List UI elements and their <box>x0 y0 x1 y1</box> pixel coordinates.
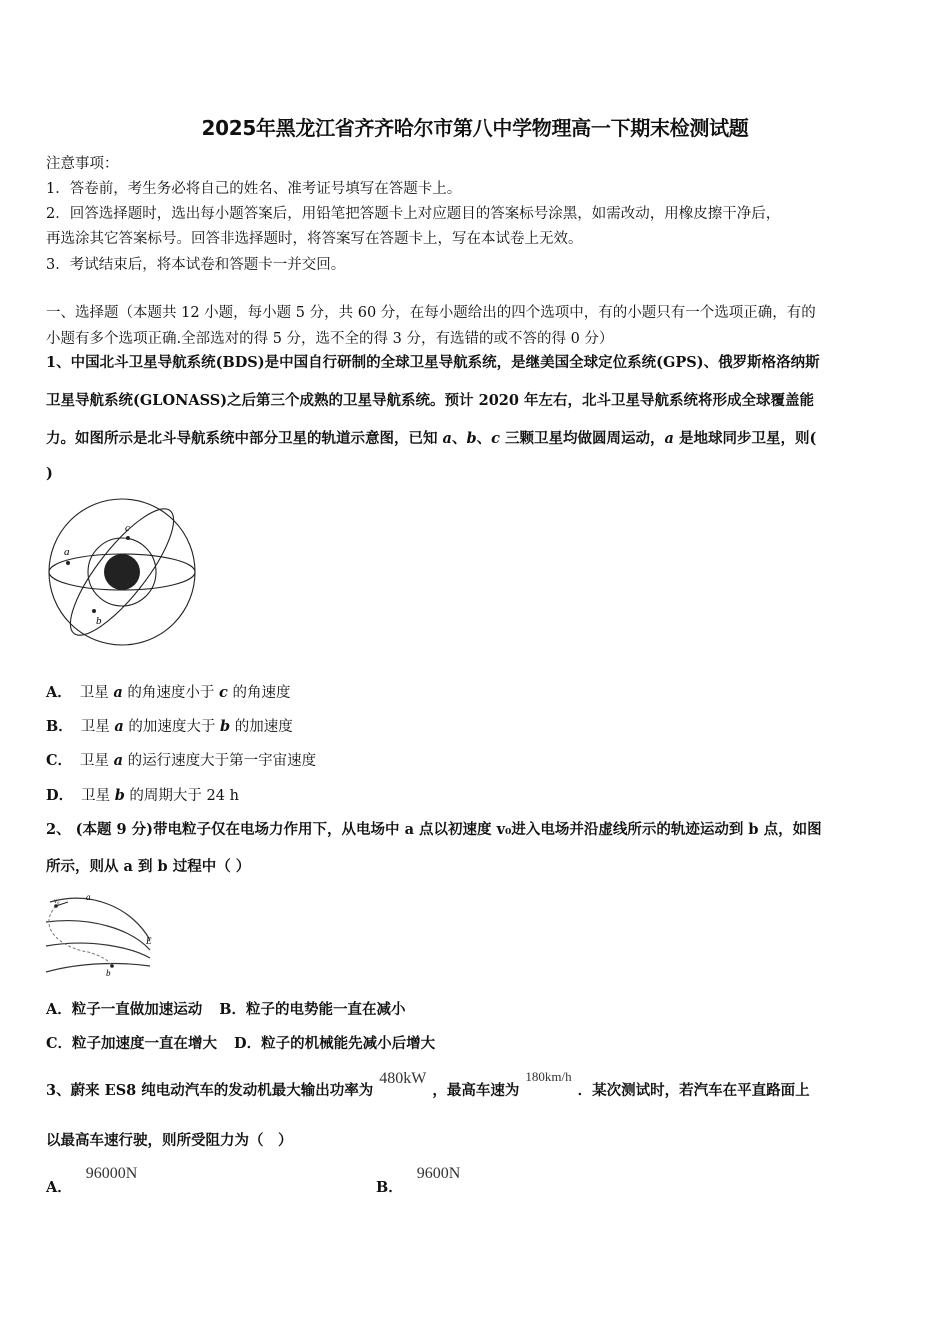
var-a: a <box>442 430 452 447</box>
section-line-1: 一、选择题（本题共 12 小题，每小题 5 分，共 60 分，在每小题给出的四个选项中，有的小题只有一个选项正确，有的 <box>46 305 816 321</box>
q2-option-a[interactable]: A．粒子一直做加速运动 <box>46 1001 203 1018</box>
notice-heading: 注意事项： <box>46 156 119 172</box>
label-E: E <box>146 936 152 946</box>
notice-item-2a: 2．回答选择题时，选出每小题答案后，用铅笔把答题卡上对应题目的答案标号涂黑，如需改动，用橡皮擦干净后， <box>46 206 781 222</box>
field-line-4 <box>46 964 150 972</box>
label-a: a <box>64 546 70 558</box>
electric-field-figure <box>42 888 160 978</box>
q1-line-1: 1、中国北斗卫星导航系统(BDS)是中国自行研制的全球卫星导航系统，是继美国全球定位系统(GPS)、俄罗斯格洛纳斯 <box>46 354 820 371</box>
q2-option-c[interactable]: C．粒子加速度一直在增大 <box>46 1035 218 1052</box>
label-v0: v₀ <box>54 897 60 905</box>
q3-line-1: 3、蔚来 ES8 纯电动汽车的发动机最大输出功率为480kW，最高车速为180km/h．某次测试时，若汽车在平直路面上 <box>46 1069 810 1099</box>
notice-item-2b: 再选涂其它答案标号。回答非选择题时，将答案写在答题卡上，写在本试卷上无效。 <box>46 231 583 247</box>
section-line-2: 小题有多个选项正确.全部选对的得 5 分，选不全的得 3 分，有选错的或不答的得 0 分） <box>46 331 614 347</box>
label-b: b <box>96 615 102 627</box>
page-title: 2025年黑龙江省齐齐哈尔市第八中学物理高一下期末检测试题 <box>201 116 749 140</box>
field-line-1 <box>50 898 150 940</box>
satellite-orbit-figure <box>44 494 200 656</box>
var-a: a <box>664 430 674 447</box>
label-a: a <box>86 892 91 902</box>
q1-option-c[interactable]: C． 卫星 a 的运行速度大于第一宇宙速度 <box>46 752 317 769</box>
label-c: c <box>125 522 130 534</box>
q1-line-2: 卫星导航系统(GLONASS)之后第三个成熟的卫星导航系统。预计 2020 年左右，北斗卫星导航系统将形成全球覆盖能 <box>46 392 815 409</box>
speed-value: 180km/h <box>525 1069 572 1084</box>
q1-option-b[interactable]: B． 卫星 a 的加速度大于 b 的加速度 <box>46 718 293 735</box>
q2-options-row-1 <box>46 998 406 1019</box>
q2-line-1: 2、 (本题 9 分)带电粒子仅在电场力作用下，从电场中 a 点以初速度 v₀进入电场并沿虚线所示的轨迹运动到 b 点，如图 <box>46 821 822 838</box>
q1-line-4: ) <box>46 465 53 482</box>
q3-line-2: 以最高车速行驶，则所受阻力为（ ） <box>46 1132 293 1149</box>
q2-line-2: 所示，则从 a 到 b 过程中（ ） <box>46 858 251 875</box>
q3-option-b[interactable]: B．9600N <box>376 1165 461 1196</box>
var-b: b <box>466 430 477 447</box>
notice-item-3: 3．考试结束后，将本试卷和答题卡一并交回。 <box>46 257 346 273</box>
field-line-2 <box>46 921 150 950</box>
q3-option-a[interactable]: A．96000N <box>46 1165 138 1196</box>
satellite-a-dot <box>66 561 70 565</box>
power-value: 480kW <box>379 1070 427 1087</box>
q1-option-a[interactable]: A． 卫星 a 的角速度小于 c 的角速度 <box>46 684 291 701</box>
q2-option-b[interactable]: B．粒子的电势能一直在减小 <box>219 1001 406 1018</box>
q1-line-3: 力。如图所示是北斗导航系统中部分卫星的轨道示意图，已知 a、b、c 三颗卫星均做圆周运动，a 是地球同步卫星，则( <box>46 430 817 447</box>
q2-options-row-2 <box>46 1032 435 1053</box>
q2-option-d[interactable]: D．粒子的机械能先减小后增大 <box>234 1035 436 1052</box>
satellite-b-dot <box>92 609 96 613</box>
notice-item-1: 1．答卷前，考生务必将自己的姓名、准考证号填写在答题卡上。 <box>46 181 462 197</box>
satellite-c-dot <box>126 536 130 540</box>
var-c: c <box>491 430 500 447</box>
label-b: b <box>106 968 111 978</box>
point-b-dot <box>110 964 114 968</box>
q1-option-d[interactable]: D． 卫星 b 的周期大于 24 h <box>46 787 239 804</box>
particle-trajectory <box>49 906 112 966</box>
earth <box>104 554 140 590</box>
